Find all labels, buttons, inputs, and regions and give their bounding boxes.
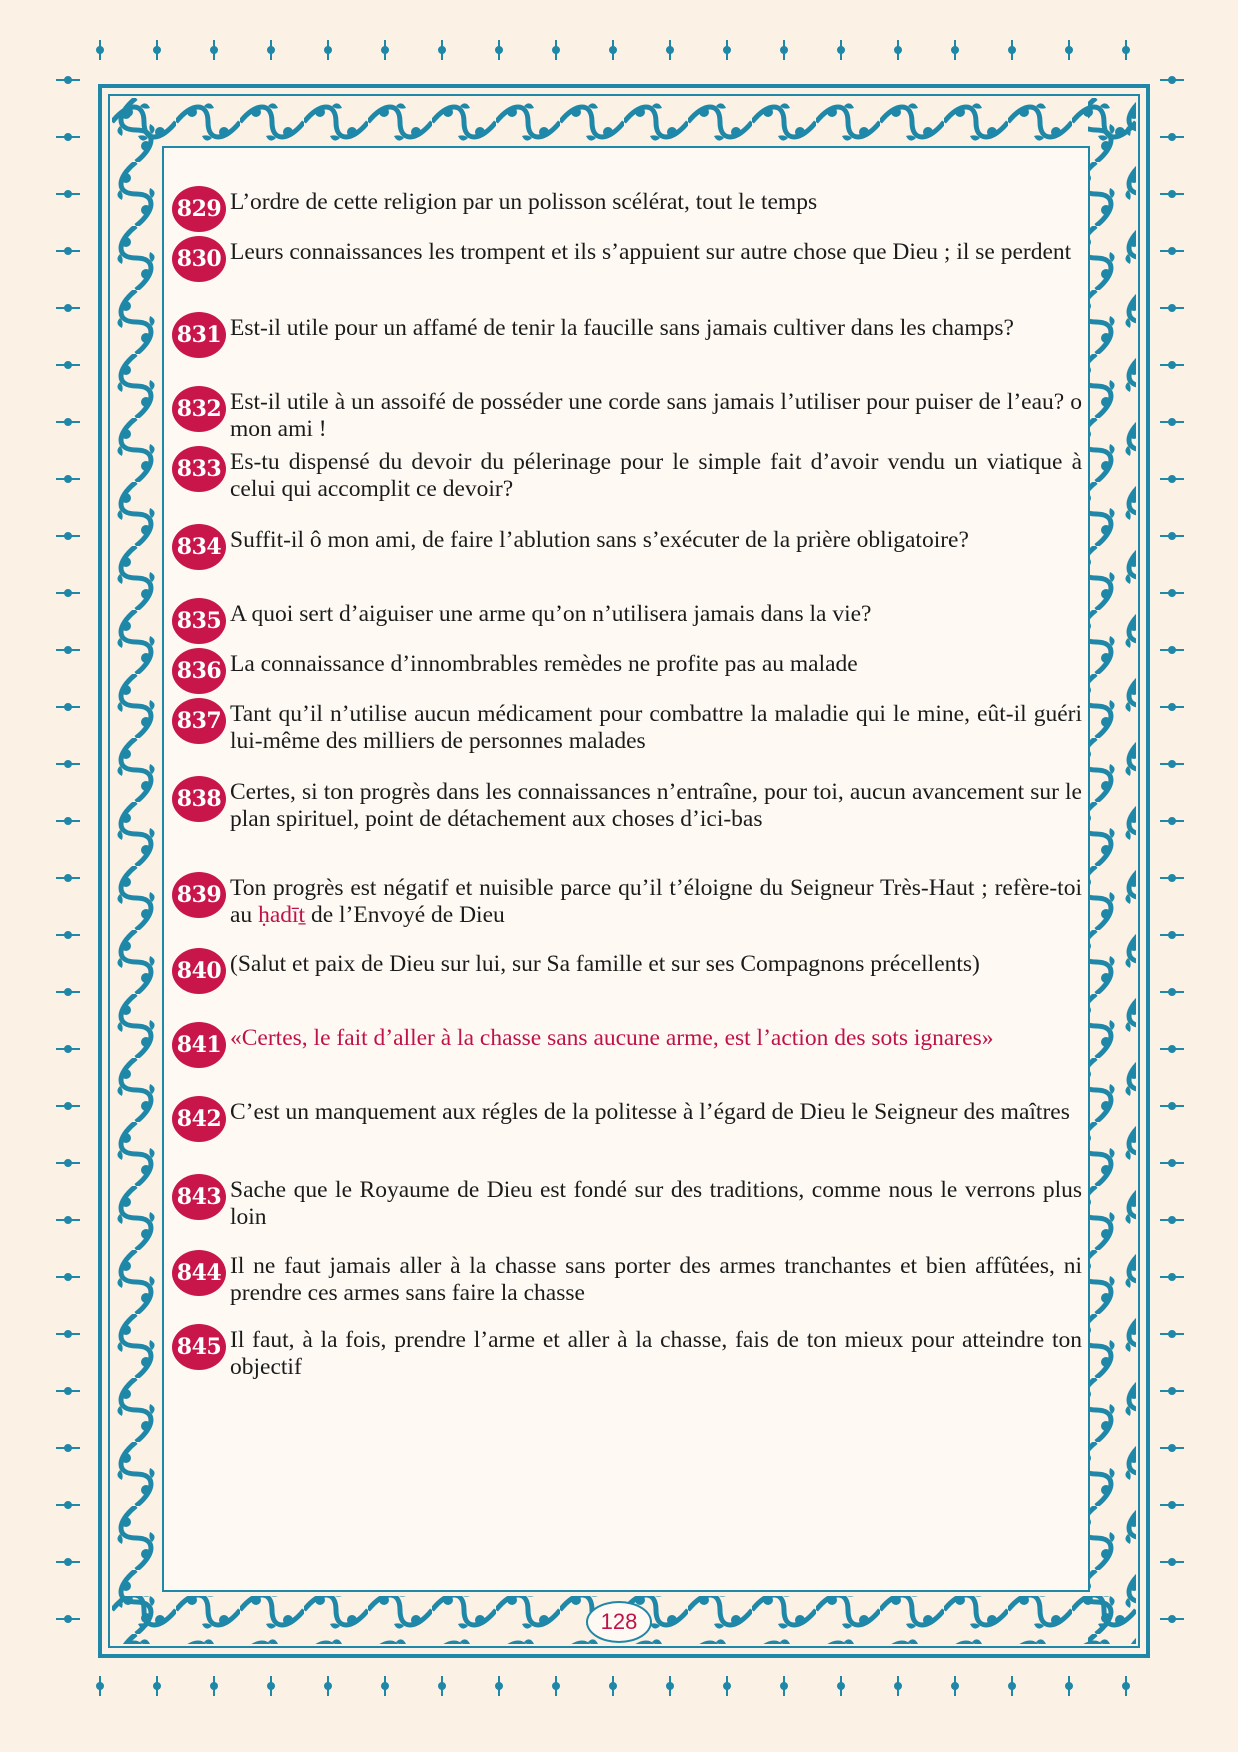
verse-text: Il faut, à la fois, prendre l’arme et aller à la chasse, fais de ton mieux pour atteindre ton objectif (230, 1327, 1082, 1380)
verse-text: Leurs connaissances les trompent et ils s’appuient sur autre chose que Dieu ; il se perdent (230, 239, 1072, 265)
verse-number-badge: 833 (172, 446, 226, 492)
verse-text: Es-tu dispensé du devoir du pélerinage pour le simple fait d’avoir vendu un viatique à celui qui accomplit ce devoir? (230, 449, 1082, 502)
highlighted-term: ḥadīṯ (258, 902, 306, 928)
verse-text: Tant qu’il n’utilise aucun médicament pour combattre la maladie qui le mine, eût-il guéri lui-même des milliers de personnes malades (230, 701, 1082, 754)
verse-text: (Salut et paix de Dieu sur lui, sur Sa famille et sur ses Compagnons précellents) (230, 951, 980, 977)
verse-number-badge: 831 (172, 312, 226, 358)
verse-text: A quoi sert d’aiguiser une arme qu’on n’utilisera jamais dans la vie? (230, 601, 872, 627)
verse-text: Certes, si ton progrès dans les connaissances n’entraîne, pour toi, aucun avancement sur le plan spirituel, point de détachement aux choses d’ici-bas (230, 779, 1082, 832)
verse-text: Est-il utile pour un affamé de tenir la faucille sans jamais cultiver dans les champs? (230, 315, 1014, 341)
verse-number-badge: 836 (172, 648, 226, 694)
verse-number-badge: 835 (172, 598, 226, 644)
page-number-badge (586, 1601, 652, 1643)
verse-text-part: de l’Envoyé de Dieu (305, 902, 505, 928)
verse-number-badge: 839 (172, 872, 226, 918)
verse-text-part: Ton progrès est négatif et nuisible parce qu’il t’éloigne du Seigneur Très-Haut ; refère-toi au (230, 875, 1082, 928)
verse-text: Il ne faut jamais aller à la chasse sans porter des armes tranchantes et bien affûtées, ni prendre ces armes sans faire la chasse (230, 1253, 1082, 1306)
verse-number-badge: 842 (172, 1096, 226, 1142)
verse-number-badge: 832 (172, 386, 226, 432)
verse-text: Suffit-il ô mon ami, de faire l’ablution sans s’exécuter de la prière obligatoire? (230, 527, 969, 553)
page-number: 128 (600, 1609, 638, 1634)
verse-number-badge: 844 (172, 1250, 226, 1296)
verse-text: La connaissance d’innombrables remèdes ne profite pas au malade (230, 651, 858, 677)
verse-text: C’est un manquement aux régles de la politesse à l’égard de Dieu le Seigneur des maîtres (230, 1099, 1070, 1125)
verse-number-badge: 841 (172, 1022, 226, 1068)
verse-text (230, 875, 1082, 929)
verse-number-badge: 845 (172, 1324, 226, 1370)
verse-number-badge: 834 (172, 524, 226, 570)
verse-text: «Certes, le fait d’aller à la chasse sans aucune arme, est l’action des sots ignares» (230, 1025, 994, 1051)
verse-number-badge: 829 (172, 186, 226, 232)
verse-text: Sache que le Royaume de Dieu est fondé sur des traditions, comme nous le verrons plus loin (230, 1177, 1082, 1230)
verse-number-badge: 840 (172, 948, 226, 994)
verse-number-badge: 830 (172, 236, 226, 282)
verse-number-badge: 837 (172, 698, 226, 744)
verse-text: Est-il utile à un assoifé de posséder une corde sans jamais l’utiliser pour puiser de l’eau? o mon ami ! (230, 389, 1082, 442)
verse-text: L’ordre de cette religion par un polisson scélérat, tout le temps (230, 189, 818, 215)
verse-number-badge: 843 (172, 1174, 226, 1220)
verse-number-badge: 838 (172, 776, 226, 822)
